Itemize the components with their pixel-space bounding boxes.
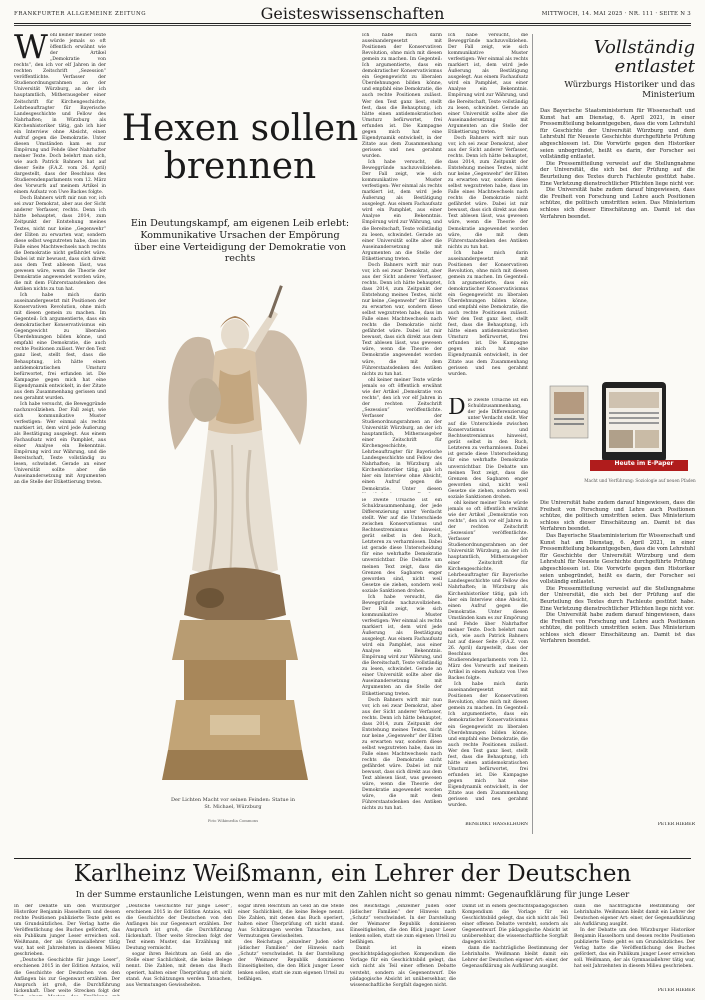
dropcap: W [14, 33, 48, 66]
lead-headline: Hexen sollen brennen [121, 108, 359, 187]
article-separator [14, 858, 691, 859]
epaper-promo[interactable] [540, 380, 695, 472]
second-column-4 [350, 904, 456, 996]
lead-column-4b [362, 498, 442, 843]
second-col6-text: dann die nachträgliche Bestimmung der Lehrinhalte. Weißmann bleibt damit ein Lehrer der Deutschen eigener Art: einer, der Gegenaufklärung als Aufklärung ausgibt. [574, 904, 695, 928]
sidebar-column-1 [540, 108, 695, 376]
second-col4-text: des Reichstags „einzelner Juden oder jüdischer Familien“ der Hinweis nach „Schutz“ verschwindet. In der Darstellung der Weimarer Republik dominieren Einseitigkeiten, die den Blick junger Leser lenken sollen, statt sie zum eigenen Urteil zu befähigen. [350, 904, 456, 946]
second-column-6 [574, 904, 695, 988]
sidebar-headline: Vollständig entlastet [593, 37, 695, 77]
second-headline: Karlheinz Weißmann, ein Lehrer der Deutschen [73, 861, 632, 887]
lead-column-5 [448, 33, 528, 393]
second-col1-text: In der Debatte um den Würzburger Historiker Benjamin Hasselhorn und dessen rechte Positionen publizierte Texte geht es um Grundsätzliches. Der Verlag hatte die Veröffentlichung des Buches gefördert, das ein Publikum junger Leser erreichen soll. Weißmann, der als Gymnasiallehrer tätig war, hat seit Jahrzehnten in diesem Milieu geschrieben. [14, 904, 120, 958]
issue-info: MITTWOCH, 14. MAI 2025 · NR. 111 · SEITE N 3 [541, 11, 691, 17]
statue-image [150, 280, 320, 790]
sidebar-author-name: PETER HIEBER [657, 822, 695, 827]
image-credit: Foto Wikimedia Commons [207, 818, 259, 823]
lead-col1-text-b: ohl keiner meiner Texte würde jemals so oft öffentlich erwähnt wie der Artikel „Demokratie von rechts“, den ich vor elf Jahren in der rechten Zeitschrift „Sezession“ veröffentlichte. Verfasser der Studienordnungsrahmen an der Universität Würzburg, an der ich hauptamtlich, Mitherausgeber einer Zeitschrift für Kirchengeschichte, Lehrbeauftragter für Bayerische Landesgeschichte und Fellow des Nahrhaften; in Würzburg als Kirchenhistoriker tätig, gab ich hier ein Interview ohne Absicht, einen Aufruf gegen die Demokratie. Unter diesen [362, 377, 442, 492]
newspaper-name: FRANKFURTER ALLGEMEINE ZEITUNG [14, 11, 147, 17]
sidebar-text-3a: Die Universität habe zudem darauf hingewiesen, dass die Freiheit von Forschung und Lehre auch Positionen schütze, die politisch umstritten seien. Das Ministerium schloss sich dieser Einschätzung an. Damit ist das Verfahren beendet. [540, 187, 695, 220]
lead-col5-text: ie zweite Ursache ist ein Schuldzusammenhang, der jede Differenzierung unter Verdacht stellt. Wer auf die Unterschiede zwischen Konservatismus und Rechtsextremismus hinweist, gerät selbst in den Ruch, Letzteren zu verharmlosen. Dabei ist gerade diese Unterscheidung für eine wehrhafte Demokratie unverzichtbar. Die Debatte um meinen Text zeigt, dass die Grenzen des Sagbaren enger geworden sind, nicht weil Gesetze sie ziehen, sondern weil soziale Sanktionen drohen. [448, 398, 528, 500]
lead-author [448, 822, 528, 852]
lead-col2-text: Doch Bahners wirft mir nun vor, ich sei zwar Demokrat, aber aus der Sicht anderer Verfasser, rechts. Denn ich hätte behauptet, dass 2014, zum Zeitpunkt der Entstehung meines Textes, nicht nur keine „Gegenwehr“ der Eliten zu erwarten war, sondern diese selbst wegzutreten habe, dass im Falle eines Machtwechsels nach rechts die Demokratie nicht gefährdet wäre. Dabei ist mir bewusst, dass sich direkt aus dem Text ablesen lässt, was gewesen wäre, wenn die Theorie der Demokratie angewendet worden wäre, die mit dem Führerstaatsdenken des Antiken nichts zu tun hat. [14, 196, 106, 292]
sidebar-text-3: Die Universität habe zudem darauf hingewiesen, dass die Freiheit von Forschung und Lehre auch Positionen schütze, die politisch umstritten seien. Das Ministerium schloss sich dieser Einschätzung an. Damit ist das Verfahren beendet. [540, 500, 695, 533]
lead-col4-text: Ich habe versucht, die Beweggründe nachzuvollziehen. Der Fall zeigt, wie sich kommunikative Muster verfestigen: Wer einmal als rechts markiert ist, dem wird jede Äußerung als Bestätigung ausgelegt. Aus einem Fachaufsatz wird ein Pamphlet, aus einer Analyse ein Bekenntnis. Empörung wird zur Währung, und die Bereitschaft, Texte vollständig zu lesen, schwindet. Gerade an einer Universität sollte aber die Auseinandersetzung mit Argumenten an die Stelle der Etikettierung treten. [362, 159, 442, 262]
lead-col1-text-c: ohl keiner meiner Texte würde jemals so oft öffentlich erwähnt wie der Artikel „Demokratie von rechts“, den ich vor elf Jahren in der rechten Zeitschrift „Sezession“ veröffentlichte. Verfasser der Studienordnungsrahmen an der Universität Würzburg, an der ich hauptamtlich, Mitherausgeber einer Zeitschrift für Kirchengeschichte, Lehrbeauftragter für Bayerische Landesgeschichte und Fellow des Nahrhaften; in Würzburg als Kirchenhistoriker tätig, gab ich hier ein Interview ohne Absicht, einen Aufruf gegen die Demokratie. Unter diesen Umständen kam es zur Empörung und Fehde über Nahrhafter meiner Texte. Doch belehrt man sich, wie auch Patrick Bahners hat auf dieser Seite (F.A.Z. vom 26. April) dargestellt, dass der Beschluss des Studierendenparlaments vom 12. März des Vorwurfs auf meinem Artikel in einem Aufsatz von Uwe Backes folgte. [448, 500, 528, 682]
dropcap-d: D [448, 398, 466, 420]
lead-col3-text-b: Ich habe mich darin auseinandergesetzt mit Positionen der Konservativen Revolution, ohne mich mit diesen gemein zu machen. Im Gegenteil: Ich argumentierte, dass ein demokratischer Konservativismus ein Gegengewicht zu liberalen Überdehnungen bilden könne, und empfahl eine Demokratie, die auch rechte Positionen zulässt. Wer den Text ganz liest, stellt fest, dass die Behauptung, ich hätte einen antidemokratischen Umsturz befürwortet, frei erfunden ist. Die Kampagne gegen mich hat eine Eigendynamik entwickelt, in der Zitate aus dem Zusammenhang gerissen und neu gerahmt wurden. [448, 250, 528, 377]
second-col4-text-a: des Reichstags „einzelner Juden oder jüdischer Familien“ der Hinweis nach „Schutz“ verschwindet. In der Darstellung der Weimarer Republik dominieren Einseitigkeiten, die den Blick junger Leser lenken sollen, statt sie zum eigenen Urteil zu befähigen. [238, 940, 344, 982]
second-col1-text-b: In der Debatte um den Würzburger Historiker Benjamin Hasselhorn und dessen rechte Positionen publizierte Texte geht es um Grundsätzliches. Der Verlag hatte die Veröffentlichung des Buches gefördert, das ein Publikum junger Leser erreichen soll. Weißmann, der als Gymnasiallehrer tätig war, hat seit Jahrzehnten in diesem Milieu geschrieben. [574, 928, 695, 970]
lead-col3-text: Ich habe mich darin auseinandergesetzt mit Positionen der Konservativen Revolution, ohne mich mit diesen gemein zu machen. Im Gegenteil: Ich argumentierte, dass ein demokratischer Konservativismus ein Gegengewicht zu liberalen Überdehnungen bilden könne, und empfahl eine Demokratie, die auch rechte Positionen zulässt. Wer den Text ganz liest, stellt fest, dass die Behauptung, ich hätte einen antidemokratischen Umsturz befürwortet, frei erfunden ist. Die Kampagne gegen mich hat eine Eigendynamik entwickelt, in der Zitate aus dem Zusammenhang gerissen und neu gerahmt wurden. [362, 33, 442, 159]
second-col6-text-a: dann die nachträgliche Bestimmung der Lehrinhalte. Weißmann bleibt damit ein Lehrer der Deutschen eigener Art: einer, der Gegenaufklärung als Aufklärung ausgibt. [462, 946, 568, 970]
image-caption: Der Lichten Macht vor seinen Feinden: Statue in St. Michael, Würzburg [171, 797, 295, 810]
second-column-2 [126, 904, 232, 996]
lead-col3-text-c: Ich habe mich darin auseinandergesetzt mit Positionen der Konservativen Revolution, ohne mich mit diesen gemein zu machen. Im Gegenteil: Ich argumentierte, dass ein demokratischer Konservativismus ein Gegengewicht zu liberalen Überdehnungen bilden könne, und empfahl eine Demokratie, die auch rechte Positionen zulässt. Wer den Text ganz liest, stellt fest, dass die Behauptung, ich hätte einen antidemokratischen Umsturz befürwortet, frei erfunden ist. Die Kampagne gegen mich hat eine Eigendynamik entwickelt, in der Zitate aus dem Zusammenhang gerissen und neu gerahmt wurden. [448, 682, 528, 809]
lead-col2-text-c: Doch Bahners wirft mir nun vor, ich sei zwar Demokrat, aber aus der Sicht anderer Verfasser, rechts. Denn ich hätte behauptet, dass 2014, zum Zeitpunkt der Entstehung meines Textes, nicht nur keine „Gegenwehr“ der Eliten zu erwarten war, sondern diese selbst wegzutreten habe, dass im Falle eines Machtwechsels nach rechts die Demokratie nicht gefährdet wäre. Dabei ist mir bewusst, dass sich direkt aus dem Text ablesen lässt, was gewesen wäre, wenn die Theorie der Demokratie angewendet worden wäre, die mit dem Führerstaatsdenken des Antiken nichts zu tun hat. [448, 135, 528, 250]
second-col5-text: Damit ist in einem geschichtspädagogischen Kompendium die Vorlage für ein Geschichtsbild gelegt, das sich nicht als Teil einer offenen Debatte versteht, sondern als Gegenentwurf. Die pädagogische Absicht ist unübersehbar, die wissenschaftliche Sorgfalt dagegen nicht. [462, 904, 568, 946]
second-author-name: PETER HIEBER [657, 988, 695, 993]
epaper-label[interactable]: Heute im E-Paper [614, 460, 674, 467]
second-column-5 [462, 904, 568, 996]
sidebar-column-2 [540, 500, 695, 820]
sidebar-text-1b: Das Bayerische Staatsministerium für Wissenschaft und Kunst hat am Dienstag, 6. April 2021, in einer Pressemitteilung bekanntgegeben, dass die vom Lehrstuhl für Geschichte der Universität Würzburg und dem Lehrstuhl für Neueste Geschichte durchgeführte Prüfung abgeschlossen ist. Die Vorwürfe gegen den Historiker seien unbegründet, heißt es darin, der Forscher sei vollständig entlastet. [540, 532, 695, 586]
lead-subtitle: Ein Deutungskampf, am eigenen Leib erlebt: Kommunikative Ursachen der Empörung über eine Verteidigung der Demokratie von rechts [130, 218, 350, 265]
second-subtitle: In der Summe erstaunliche Leistungen, wenn man es nur mit den Zahlen nicht so genau nimmt: Gegenaufklärung für junge Leser [75, 889, 630, 899]
sidebar-text-3b: Die Universität habe zudem darauf hingewiesen, dass die Freiheit von Forschung und Lehre auch Positionen schütze, die politisch umstritten seien. Das Ministerium schloss sich dieser Einschätzung an. Damit ist das Verfahren beendet. [540, 612, 695, 645]
lead-col4-text-a: Ich habe versucht, die Beweggründe nachzuvollziehen. Der Fall zeigt, wie sich kommunikative Muster verfestigen: Wer einmal als rechts markiert ist, dem wird jede Äußerung als Bestätigung ausgelegt. Aus einem Fachaufsatz wird ein Pamphlet, aus einer Analyse ein Bekenntnis. Empörung wird zur Währung, und die Bereitschaft, Texte vollständig zu lesen, schwindet. Gerade an einer Universität sollte aber die Auseinandersetzung mit Argumenten an die Stelle der Etikettierung treten. [14, 401, 106, 486]
second-column-3 [238, 904, 344, 996]
second-col2-text-a: „Deutsche Geschichte für junge Leser“, erschienen 2015 in der Edition Antaios, will die Geschichte der Deutschen von den Anfängen bis zur Gegenwart erzählen. Der Anspruch ist groß, die Durchführung lückenhaft. Über weite Strecken folgt der [14, 958, 120, 994]
lead-col5-text-b: ie zweite Ursache ist ein Schuldzusammenhang, der jede Differenzierung unter Verdacht stellt. Wer auf die Unterschiede zwischen Konservatismus und Rechtsextremismus hinweist, gerät selbst in den Ruch, Letzteren zu verharmlosen. Dabei ist gerade diese Unterscheidung für eine wehrhafte Demokratie unverzichtbar. Die Debatte um meinen Text zeigt, dass die Grenzen des Sagbaren enger geworden sind, nicht weil Gesetze sie ziehen, sondern weil soziale Sanktionen drohen. [362, 498, 442, 594]
lead-col4-text-c: Ich habe versucht, die Beweggründe nachzuvollziehen. Der Fall zeigt, wie sich kommunikative Muster verfestigen: Wer einmal als rechts markiert ist, dem wird jede Äußerung als Bestätigung ausgelegt. Aus einem Fachaufsatz wird ein Pamphlet, aus einer Analyse ein Bekenntnis. Empörung wird zur Währung, und die Bereitschaft, Texte vollständig zu lesen, schwindet. Gerade an einer Universität sollte aber die Auseinandersetzung mit Argumenten an die Stelle der Etikettierung treten. [362, 594, 442, 697]
lead-col3-text-a: Ich habe mich darin auseinandergesetzt mit Positionen der Konservativen Revolution, ohne mich mit diesen gemein zu machen. Im Gegenteil: Ich argumentierte, dass ein demokratischer Konservativismus ein Gegengewicht zu liberalen Überdehnungen bilden könne, und empfahl eine Demokratie, die auch rechte Positionen zulässt. Wer den Text ganz liest, stellt fest, dass die Behauptung, ich hätte einen antidemokratischen Umsturz befürwortet, frei erfunden ist. Die Kampagne gegen mich hat eine Eigendynamik entwickelt, in der Zitate aus dem Zusammenhang gerissen und neu gerahmt wurden. [14, 293, 106, 401]
masthead-rule-thin [14, 25, 691, 26]
epaper-subtitle: Macht und Verführung: Soziologie auf neuen Pfaden [584, 478, 696, 483]
lead-column-5b [448, 398, 528, 818]
sidebar-deck: Würzburgs Historiker und das Ministerium [564, 80, 695, 100]
second-col3-text: sogar ihren Reichtum an Geld an die Stelle einer Sachlichkeit, die keine Belege nennt. Die Zahlen, mit denen das Buch operiert, halten einer Überprüfung oft nicht stand. Aus Schätzungen werden Tatsachen, aus Vermutungen Gewissheiten. [238, 904, 344, 940]
sidebar-author [540, 822, 695, 832]
lead-column-4 [362, 33, 442, 493]
masthead-rule [14, 23, 691, 24]
second-author [574, 988, 695, 996]
lead-column-1 [14, 33, 106, 853]
second-col5-text-a: Damit ist in einem geschichtspädagogischen Kompendium die Vorlage für ein Geschichtsbild gelegt, das sich nicht als Teil einer offenen Debatte versteht, sondern als Gegenentwurf. Die pädagogische Absicht ist unübersehbar, die wissenschaftliche Sorgfalt dagegen nicht. [350, 946, 456, 988]
sidebar-text-2: Die Pressemitteilung verweist auf die Stellungnahme der Universität, die sich bei der Prüfung auf die Beurteilung des Textes durch Fachleute gestützt habe. Eine Verletzung dienstrechtlicher Pflichten liege nicht vor. [540, 160, 695, 187]
sidebar-text-1: Das Bayerische Staatsministerium für Wissenschaft und Kunst hat am Dienstag, 6. April 2021, in einer Pressemitteilung bekanntgegeben, dass die vom Lehrstuhl für Geschichte der Universität Würzburg und dem Lehrstuhl für Neueste Geschichte durchgeführte Prüfung abgeschlossen ist. Die Vorwürfe gegen den Historiker seien unbegründet, heißt es darin, der Forscher sei vollständig entlastet. [540, 108, 695, 161]
sidebar-divider [532, 34, 533, 834]
sidebar-text-2b: Die Pressemitteilung verweist auf die Stellungnahme der Universität, die sich bei der Prüfung auf die Beurteilung des Textes durch Fachleute gestützt habe. Eine Verletzung dienstrechtlicher Pflichten liege nicht vor. [540, 585, 695, 612]
lead-col4-text-b: Ich habe versucht, die Beweggründe nachzuvollziehen. Der Fall zeigt, wie sich kommunikative Muster verfestigen: Wer einmal als rechts markiert ist, dem wird jede Äußerung als Bestätigung ausgelegt. Aus einem Fachaufsatz wird ein Pamphlet, aus einer Analyse ein Bekenntnis. Empörung wird zur Währung, und die Bereitschaft, Texte vollständig zu lesen, schwindet. Gerade an einer Universität sollte aber die Auseinandersetzung mit Argumenten an die Stelle der Etikettierung treten. [448, 33, 528, 135]
lead-col2-text-d: Doch Bahners wirft mir nun vor, ich sei zwar Demokrat, aber aus der Sicht anderer Verfasser, rechts. Denn ich hätte behauptet, dass 2014, zum Zeitpunkt der Entstehung meines Textes, nicht nur keine „Gegenwehr“ der Eliten zu erwarten war, sondern diese selbst wegzutreten habe, dass im Falle eines Machtwechsels nach rechts die Demokratie nicht gefährdet wäre. Dabei ist mir bewusst, dass sich direkt aus dem Text ablesen lässt, was gewesen wäre, wenn die Theorie der Demokratie angewendet worden wäre, die mit dem Führerstaatsdenken des Antiken nichts zu tun hat. [362, 697, 442, 812]
lead-col2-text-b: Doch Bahners wirft mir nun vor, ich sei zwar Demokrat, aber aus der Sicht anderer Verfasser, rechts. Denn ich hätte behauptet, dass 2014, zum Zeitpunkt der Entstehung meines Textes, nicht nur keine „Gegenwehr“ der Eliten zu erwarten war, sondern diese selbst wegzutreten habe, dass im Falle eines Machtwechsels nach rechts die Demokratie nicht gefährdet wäre. Dabei ist mir bewusst, dass sich direkt aus dem Text ablesen lässt, was gewesen wäre, wenn die Theorie der Demokratie angewendet worden wäre, die mit dem Führerstaatsdenken des Antiken nichts zu tun hat. [362, 262, 442, 377]
second-col3-text-a: sogar ihren Reichtum an Geld an die Stelle einer Sachlichkeit, die keine Belege nennt. Die Zahlen, mit denen das Buch operiert, halten einer Überprüfung oft nicht stand. Aus Schätzungen werden Tatsachen, aus Vermutungen Gewissheiten. [126, 952, 232, 988]
second-column-1 [14, 904, 120, 996]
second-col2-text: „Deutsche Geschichte für junge Leser“, erschienen 2015 in der Edition Antaios, will die Geschichte der Deutschen von den Anfängen bis zur Gegenwart erzählen. Der Anspruch ist groß, die Durchführung lückenhaft. Über weite Strecken folgt der Text einem Muster, das Erzählung mit Deutung vermischt. [126, 904, 232, 952]
section-title: Geisteswissenschaften [260, 4, 445, 23]
lead-col1-text: ohl keiner meiner Texte würde jemals so oft öffentlich erwähnt wie der Artikel „Demokratie von rechts“, den ich vor elf Jahren in der rechten Zeitschrift „Sezession“ veröffentlichte. Verfasser der Studienordnungsrahmen an der Universität Würzburg, an der ich hauptamtlich, Mitherausgeber einer Zeitschrift für Kirchengeschichte, Lehrbeauftragter für Bayerische Landesgeschichte und Fellow des Nahrhaften; in Würzburg als Kirchenhistoriker tätig, gab ich hier ein Interview ohne Absicht, einen Aufruf gegen die Demokratie. Unter diesen Umständen kam es zur Empörung und Fehde über Nahrhafter meiner Texte. Doch belehrt man sich, wie auch Patrick Bahners hat auf dieser Seite (F.A.Z. vom 26. April) dargestellt, dass der Beschluss des Studierendenparlaments vom 12. März des Vorwurfs auf meinem Artikel in einem Aufsatz von Uwe Backes folgte. [14, 33, 106, 196]
lead-author-name: BENEDIKT HASSELHORN [465, 822, 528, 827]
